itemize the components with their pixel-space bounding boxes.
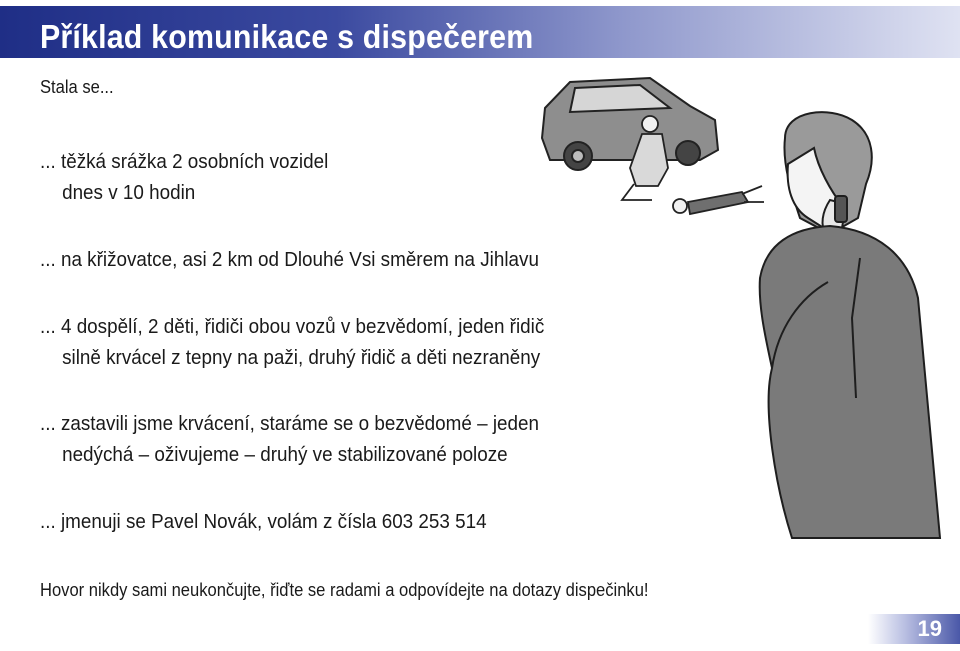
statement-line: silně krvácel z tepny na paži, druhý řidič a děti nezraněny [62, 346, 541, 369]
statement-injuries [40, 311, 544, 373]
intro-text: Stala se... [40, 77, 114, 97]
statement-line: ... jmenuji se Pavel Novák, volám z čísla 603 253 514 [40, 510, 487, 533]
statement-line: ... na křižovatce, asi 2 km od Dlouhé Vsi směrem na Jihlavu [40, 248, 539, 271]
phone-icon [835, 196, 847, 222]
caller-man-icon [760, 112, 940, 538]
statement-first-aid [40, 408, 539, 470]
statement-line: ... 4 dospělí, 2 děti, řidiči obou vozů v bezvědomí, jeden řidič [40, 315, 545, 338]
statement-location [40, 244, 539, 275]
page-number-badge [868, 614, 960, 644]
injured-person-icon [673, 186, 764, 214]
statement-line: ... těžká srážka 2 osobních vozidel [40, 150, 329, 173]
statement-collision [40, 146, 328, 208]
page-number: 19 [917, 616, 942, 641]
accident-caller-illustration [530, 68, 955, 558]
statement-caller [40, 506, 487, 537]
statement-line: nedýchá – oživujeme – druhý ve stabilizované poloze [62, 443, 508, 466]
car-icon [542, 78, 718, 170]
statement-line: dnes v 10 hodin [62, 181, 196, 204]
title-bar [0, 6, 960, 58]
footer-note: Hovor nikdy sami neukončujte, řiďte se radami a odpovídejte na dotazy dispečinku! [40, 580, 649, 600]
statement-line: ... zastavili jsme krvácení, staráme se o bezvědomé – jeden [40, 412, 539, 435]
page-title: Příklad komunikace s dispečerem [40, 18, 534, 55]
